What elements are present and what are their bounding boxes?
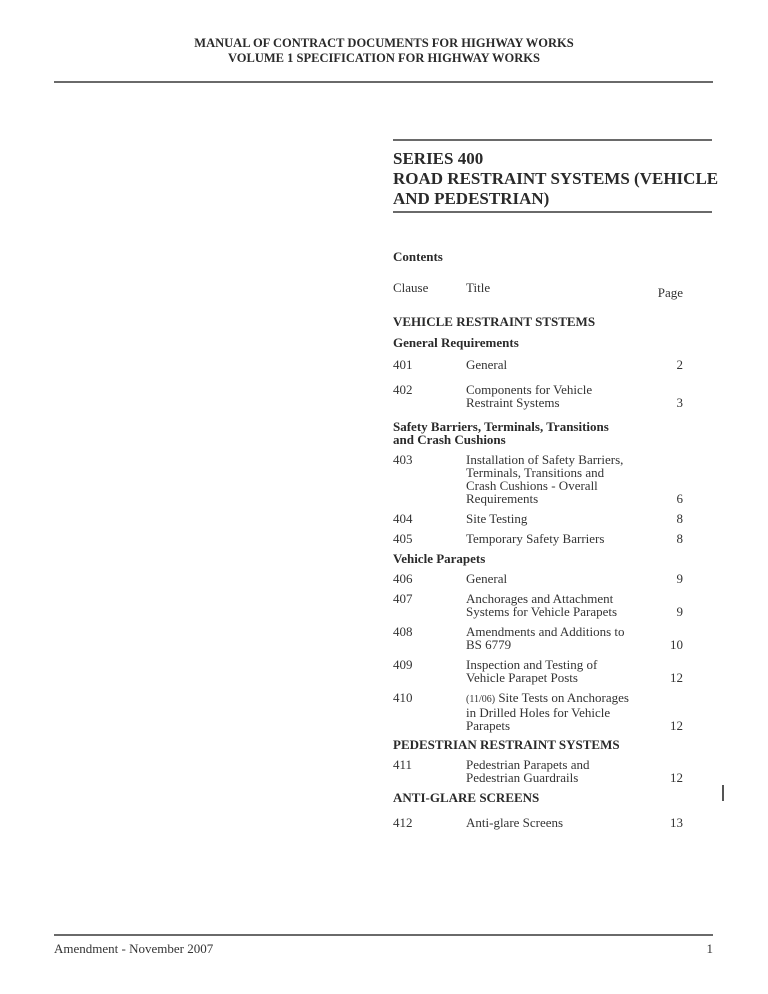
footer-page-number: 1 — [706, 941, 713, 956]
toc-column-headers — [393, 281, 693, 299]
page-number: 10 — [670, 637, 683, 652]
page-number: 8 — [676, 531, 683, 546]
page-number: 12 — [670, 718, 683, 733]
clause-title-line: Crash Cushions - Overall — [466, 478, 598, 493]
clause-title-line: in Drilled Holes for Vehicle — [466, 705, 611, 720]
column-header-page: Page — [657, 285, 683, 300]
page-number: 12 — [670, 770, 683, 785]
page-number: 9 — [676, 604, 683, 619]
clause-number: 410 — [393, 690, 413, 705]
series-title-line-1: SERIES 400 — [393, 149, 484, 168]
clause-title-line: Systems for Vehicle Parapets — [466, 604, 618, 619]
clause-number: 408 — [393, 624, 413, 639]
header-line-2: VOLUME 1 SPECIFICATION FOR HIGHWAY WORKS — [228, 51, 540, 65]
clause-title-line: Requirements — [466, 491, 539, 506]
toc-subsection-vehicle-parapets: Vehicle Parapets — [393, 551, 486, 566]
clause-title-line: Components for Vehicle — [466, 382, 593, 397]
clause-title-line: Terminals, Transitions and — [466, 465, 605, 480]
clause-title — [466, 592, 646, 618]
clause-number: 407 — [393, 591, 413, 606]
footer-amendment: Amendment - November 2007 — [54, 941, 214, 956]
page-number: 13 — [670, 815, 683, 830]
toc-entry-407[interactable] — [393, 592, 693, 618]
toc-entry-403[interactable] — [393, 453, 693, 505]
clause-title: General — [466, 571, 508, 586]
toc-section-pedestrian-restraint: PEDESTRIAN RESTRAINT SYSTEMS — [393, 737, 620, 752]
header-line-1: MANUAL OF CONTRACT DOCUMENTS FOR HIGHWAY WORKS — [194, 36, 574, 50]
title-divider-top — [393, 139, 712, 141]
table-of-contents — [393, 281, 693, 829]
toc-entry-401[interactable] — [393, 358, 693, 371]
amendment-tag: (11/06) — [466, 694, 496, 705]
page-number: 8 — [676, 511, 683, 526]
contents-heading: Contents — [393, 249, 443, 264]
toc-entry-402[interactable] — [393, 383, 693, 409]
section-heading-line: and Crash Cushions — [393, 432, 506, 447]
toc-entry-412[interactable] — [393, 816, 693, 829]
clause-title: General — [466, 357, 508, 372]
clause-title-line: Pedestrian Parapets and — [466, 757, 590, 772]
clause-title-line: Amendments and Additions to — [466, 624, 625, 639]
clause-number: 401 — [393, 357, 413, 372]
page-number: 3 — [676, 395, 683, 410]
clause-title-line: Inspection and Testing of — [466, 657, 598, 672]
clause-title-line: Vehicle Parapet Posts — [466, 670, 578, 685]
series-title — [393, 149, 723, 209]
clause-number: 404 — [393, 511, 413, 526]
series-title-line-2: ROAD RESTRAINT SYSTEMS (VEHICLE — [393, 169, 719, 188]
toc-section-vehicle-restraint: VEHICLE RESTRAINT STSTEMS — [393, 314, 596, 329]
toc-entry-408[interactable] — [393, 625, 693, 651]
clause-number: 412 — [393, 815, 413, 830]
series-title-line-3: AND PEDESTRIAN) — [393, 189, 550, 208]
document-header — [0, 36, 768, 66]
clause-title-text: Site Tests on Anchorages — [495, 690, 629, 705]
toc-subsection-safety-barriers — [393, 420, 693, 446]
clause-title-line: Anchorages and Attachment — [466, 591, 614, 606]
clause-title — [466, 453, 646, 505]
page-number: 9 — [676, 571, 683, 586]
section-heading-line: Safety Barriers, Terminals, Transitions — [393, 419, 609, 434]
clause-title-line: Pedestrian Guardrails — [466, 770, 579, 785]
clause-number: 405 — [393, 531, 413, 546]
clause-title: Site Testing — [466, 511, 528, 526]
clause-number: 403 — [393, 452, 413, 467]
title-divider-bottom — [393, 211, 712, 213]
clause-title-line: BS 6779 — [466, 637, 512, 652]
amendment-change-bar — [722, 785, 724, 801]
clause-title: Temporary Safety Barriers — [466, 531, 605, 546]
toc-section-anti-glare: ANTI-GLARE SCREENS — [393, 790, 540, 805]
toc-entry-409[interactable] — [393, 658, 693, 684]
footer-divider — [54, 934, 713, 936]
clause-title — [466, 625, 646, 651]
clause-number: 409 — [393, 657, 413, 672]
page-number: 6 — [676, 491, 683, 506]
clause-title — [466, 383, 646, 409]
toc-entry-411[interactable] — [393, 758, 693, 784]
clause-number: 411 — [393, 757, 413, 772]
toc-entry-405[interactable] — [393, 532, 693, 545]
clause-title-line: Parapets — [466, 718, 511, 733]
header-divider — [54, 81, 713, 83]
toc-entry-406[interactable] — [393, 572, 693, 585]
clause-title — [466, 691, 646, 732]
clause-number: 402 — [393, 382, 413, 397]
clause-title — [466, 758, 646, 784]
clause-title — [466, 658, 646, 684]
clause-title-line — [466, 691, 646, 706]
toc-entry-410[interactable] — [393, 691, 693, 732]
page-number: 12 — [670, 670, 683, 685]
clause-title-line: Restraint Systems — [466, 395, 560, 410]
clause-title: Anti-glare Screens — [466, 815, 564, 830]
column-header-clause: Clause — [393, 280, 429, 295]
toc-subsection-general-requirements: General Requirements — [393, 335, 519, 350]
clause-title-line: Installation of Safety Barriers, — [466, 452, 624, 467]
column-header-title: Title — [466, 280, 491, 295]
clause-number: 406 — [393, 571, 413, 586]
page-number: 2 — [676, 357, 683, 372]
toc-entry-404[interactable] — [393, 512, 693, 525]
